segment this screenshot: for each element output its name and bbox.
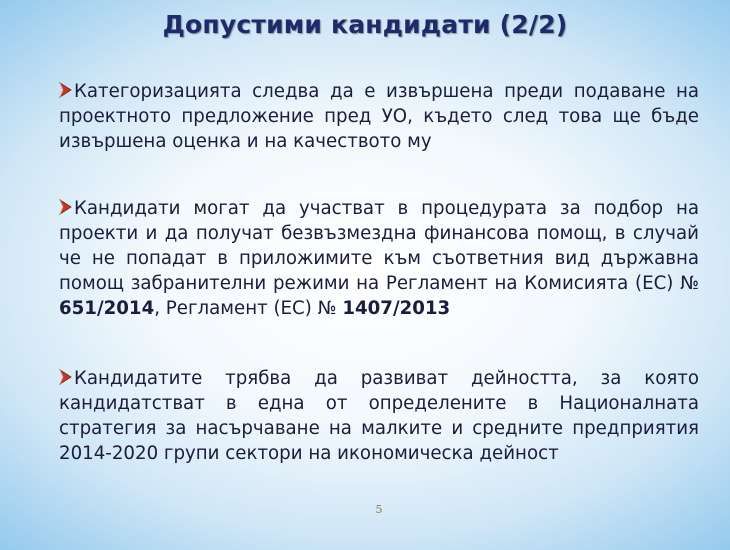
bullet-text: Кандидати могат да участват в процедурата за подбор на проекти и да получат безвъзмездна финансова помощ, в случай че не попадат в приложимите към съответния вид държавна помощ забранителни режими на Регламент на Комисията (ЕС) № <box>59 198 699 294</box>
bullet-text: Категоризацията следва да е извършена преди подаване на проектното предложение пред УО, където след това ще бъде извършена оценка и на качеството му <box>59 81 699 152</box>
slide-title: Допустими кандидати (2/2) <box>162 10 568 39</box>
bullet-item <box>59 79 699 154</box>
arrow-bullet-icon <box>59 82 72 98</box>
page-number: 5 <box>375 503 383 516</box>
bullet-text: , Регламент (ЕС) № <box>154 298 343 319</box>
bullet-item <box>59 366 699 466</box>
bullet-text: Кандидатите трябва да развиват дейността, за която кандидатстват в една от определените в Националната стратегия за насърчаване на малките и средните предприятия 2014-2020 групи сектори на икономическа дейност <box>59 368 699 464</box>
arrow-bullet-icon <box>59 369 72 385</box>
regulation-number: 651/2014 <box>59 298 155 319</box>
regulation-number: 1407/2013 <box>342 298 451 319</box>
bullet-item <box>59 196 699 321</box>
arrow-bullet-icon <box>59 199 72 215</box>
